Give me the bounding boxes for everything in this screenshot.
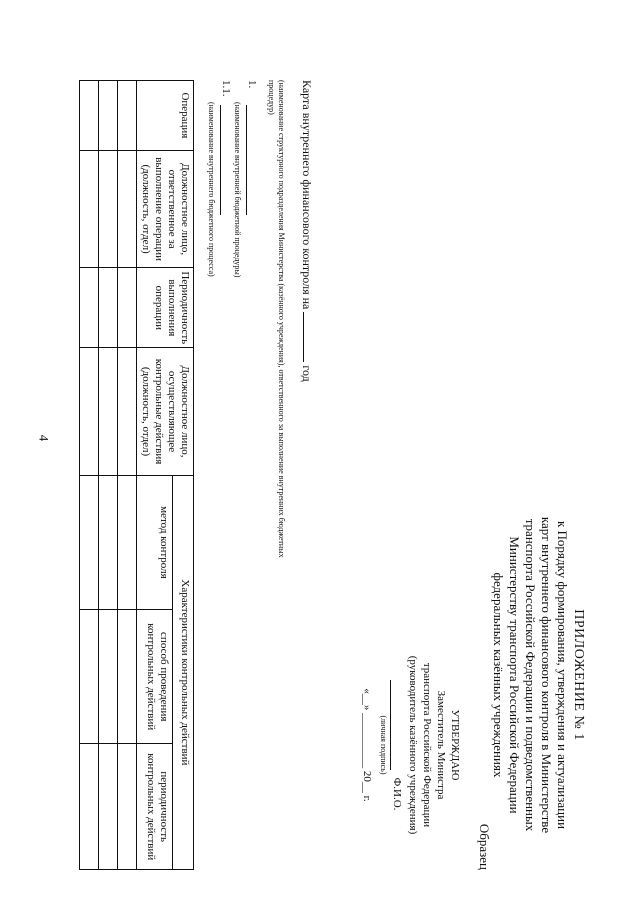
process-line — [220, 80, 232, 215]
approval-position: (руководитель казённого учреждения) — [407, 655, 419, 835]
procedure-rule — [246, 105, 247, 215]
table-cell — [99, 610, 118, 744]
department-caption: (наименование структурного подразделения Министерства (казённого учреждения), ответственного за выполнение внутренних бюджетных процедур) — [267, 80, 286, 558]
approval-title: УТВЕРЖДАЮ — [449, 709, 461, 781]
process-rule — [220, 105, 221, 215]
table-cell — [99, 475, 118, 609]
table-cell — [118, 744, 137, 870]
table-cell — [118, 150, 137, 268]
table-cell — [99, 744, 118, 870]
table-cell — [118, 81, 137, 151]
table-cell — [80, 268, 99, 348]
table-cell — [80, 475, 99, 609]
header-operation: Операция — [137, 81, 194, 151]
header-periodicity: Периодичность выполнения операции — [137, 268, 194, 348]
table-cell — [99, 150, 118, 268]
approval-position: Заместитель Министра — [435, 690, 447, 800]
control-table — [79, 80, 194, 870]
table-cell — [99, 268, 118, 348]
table-cell — [118, 268, 137, 348]
approval-position: транспорта Российской Федерации — [421, 662, 433, 828]
table-cell — [118, 610, 137, 744]
approval-block — [360, 610, 462, 880]
header-way: способ проведения контрольных действий — [137, 610, 173, 744]
page-number: 4 — [36, 434, 52, 442]
approval-date: «__» __________ 20__ г. — [361, 688, 373, 802]
table-cell — [118, 348, 137, 476]
appendix-line: федеральных казённых учреждениях — [491, 572, 506, 778]
table-row — [118, 81, 137, 870]
appendix-line: Министерству транспорта Российской Федерации — [507, 536, 522, 814]
table-cell — [80, 610, 99, 744]
landscape-sheet — [44, 20, 604, 880]
appendix-title: ПРИЛОЖЕНИЕ № 1 — [571, 609, 586, 741]
header-responsible: Должностное лицо, ответственное за выполнение операции (должность, отдел) — [137, 150, 194, 268]
appendix-line: транспорта Российской Федерации и подведомственных — [523, 518, 538, 832]
signature-line — [390, 680, 403, 770]
header-method: метод контроля — [137, 475, 173, 609]
process-number: 1.1. — [220, 80, 232, 97]
table-cell — [99, 81, 118, 151]
table-row — [99, 81, 118, 870]
process-caption: (наименование внутреннего бюджетного процесса) — [207, 102, 216, 277]
year-blank — [303, 312, 304, 362]
table-cell — [80, 744, 99, 870]
card-title — [299, 80, 314, 382]
table-header-row — [173, 81, 194, 870]
table-cell — [80, 150, 99, 268]
header-control-periodicity: периодичность контрольных действий — [137, 744, 173, 870]
appendix-line: карт внутреннего финансового контроля в Министерстве — [539, 516, 554, 834]
table-cell — [118, 475, 137, 609]
table-cell — [99, 348, 118, 476]
header-controller: Должностное лицо, осуществляющее контрольные действия (должность, отдел) — [137, 348, 194, 476]
signature-caption: (личная подпись) — [379, 715, 388, 775]
table-cell — [80, 348, 99, 476]
appendix-header — [490, 470, 586, 880]
table-cell — [80, 81, 99, 151]
appendix-line: к Порядку формирования, утверждения и актуализации — [555, 520, 570, 830]
table-row — [80, 81, 99, 870]
procedure-caption: (наименование внутренней бюджетной процедуры) — [233, 102, 242, 278]
header-characteristics: Характеристики контрольных действий — [173, 475, 194, 869]
signature-name: Ф.И.О. — [391, 777, 403, 811]
signature-row — [390, 610, 404, 880]
card-title-prefix: Карта внутреннего финансового контроля на — [300, 80, 314, 310]
procedure-line — [246, 80, 258, 215]
card-title-suffix: год — [300, 365, 314, 382]
sample-label: Образец — [477, 823, 492, 870]
procedure-number: 1. — [246, 80, 258, 89]
